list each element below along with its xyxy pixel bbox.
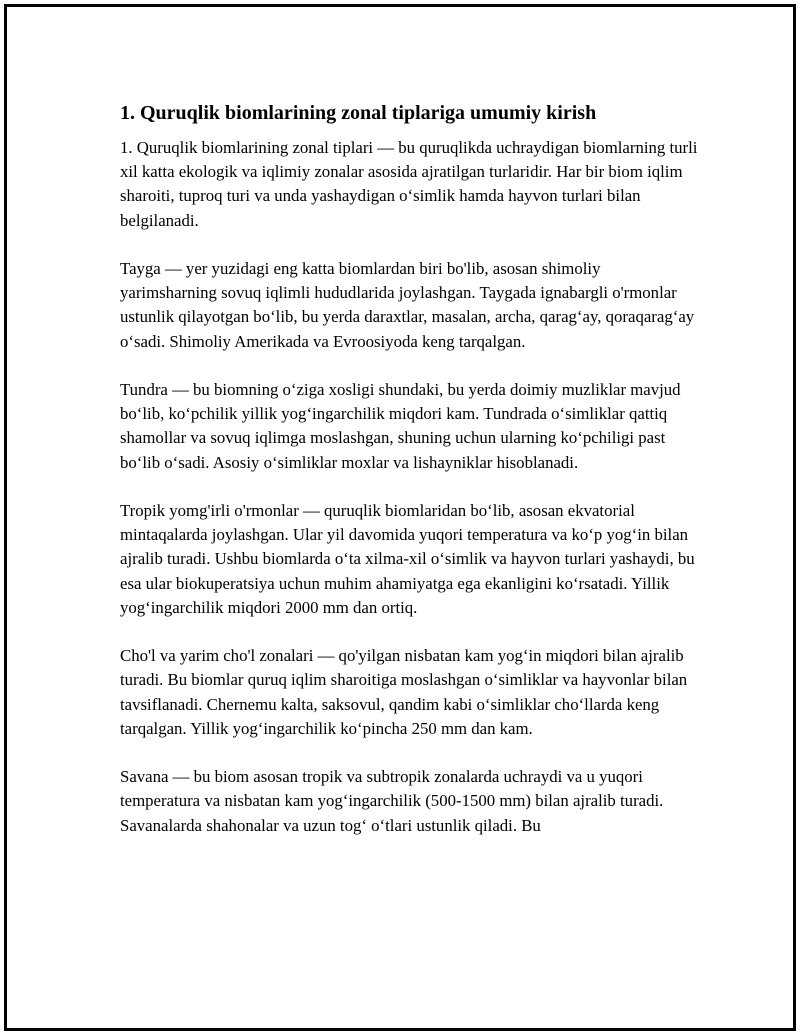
document-body xyxy=(120,99,700,862)
paragraph-tayga: Tayga — yer yuzidagi eng katta biomlardan biri bo'lib, asosan shimoliy yarimsharning sovuq iqlimli hududlarida joylashgan. Taygada ignabargli o'rmonlar ustunlik qilayotgan bo‘lib, bu yerda daraxtlar, masalan, archa, qarag‘ay, qoraqarag‘ay o‘sadi. Shimoliy Amerikada va Evroosiyoda keng tarqalgan. xyxy=(120,259,695,351)
page-frame xyxy=(4,4,796,1031)
document-heading: 1. Quruqlik biomlarining zonal tiplariga umumiy kirish xyxy=(120,102,597,124)
paragraph-tropical-rainforest: Tropik yomg'irli o'rmonlar — quruqlik biomlaridan bo‘lib, asosan ekvatorial mintaqalarda joylashgan. Ular yil davomida yuqori temperatura va ko‘p yog‘in bilan ajralib turadi. Ushbu biomlarda o‘ta xilma-xil o‘simlik va hayvon turlari yashaydi, bu esa ular biokuperatsiya uchun muhim ahamiyatga ega ekanligini ko‘rsatadi. Yillik yog‘ingarchilik miqdori 2000 mm dan ortiq. xyxy=(120,501,695,617)
paragraph-tundra: Tundra — bu biomning o‘ziga xosligi shundaki, bu yerda doimiy muzliklar mavjud bo‘lib, ko‘pchilik yillik yog‘ingarchilik miqdori kam. Tundrada o‘simliklar qattiq shamollar va sovuq iqlimga moslashgan, shuning uchun ularning ko‘pchiligi past bo‘lib o‘sadi. Asosiy o‘simliklar moxlar va lishayniklar hisoblanadi. xyxy=(120,380,681,472)
paragraph-savanna: Savana — bu biom asosan tropik va subtropik zonalarda uchraydi va u yuqori temperatura va nisbatan kam yog‘ingarchilik (500-1500 mm) bilan ajralib turadi. Savanalarda shahonalar va uzun tog‘ o‘tlari ustunlik qiladi. Bu xyxy=(120,767,664,835)
paragraph-desert: Cho'l va yarim cho'l zonalari — qo'yilgan nisbatan kam yog‘in miqdori bilan ajralib turadi. Bu biomlar quruq iqlim sharoitiga moslashgan o‘simliklar va hayvonlar bilan tavsiflanadi. Chernemu kalta, saksovul, qandim kabi o‘simliklar cho‘llarda keng tarqalgan. Yillik yog‘ingarchilik ko‘pincha 250 mm dan kam. xyxy=(120,646,688,738)
paragraph-intro: 1. Quruqlik biomlarining zonal tiplari — bu quruqlikda uchraydigan biomlarning turli xil katta ekologik va iqlimiy zonalar asosida ajratilgan turlaridir. Har bir biom iqlim sharoiti, tuproq turi va unda yashaydigan o‘simlik hamda hayvon turlari bilan belgilanadi. xyxy=(120,138,698,230)
